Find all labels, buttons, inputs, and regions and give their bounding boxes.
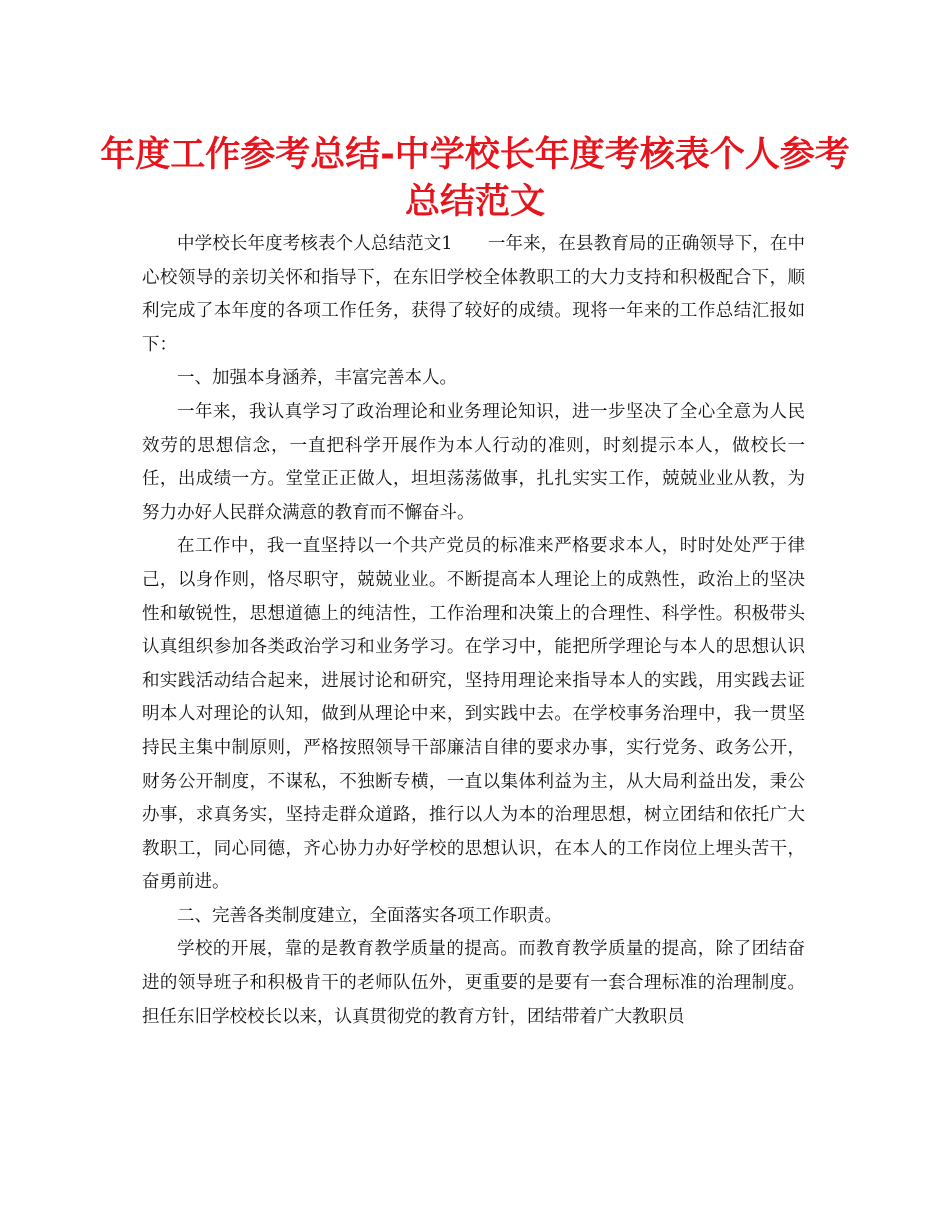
document-title: 年度工作参考总结-中学校长年度考核表个人参考总结范文 — [100, 135, 850, 222]
paragraph: 一年来，我认真学习了政治理论和业务理论知识，进一步坚决了全心全意为人民效劳的思想信念，一直把科学开展作为本人行动的准则，时刻提示本人，做校长一任，出成绩一方。堂堂正正做人，坦坦荡荡做事，扎扎实实工作，兢兢业业从教，为努力办好人民群众满意的教育而不懈奋斗。 — [142, 401, 805, 523]
paragraph: 在工作中，我一直坚持以一个共产党员的标准来严格要求本人，时时处处严于律己，以身作则，恪尽职守，兢兢业业。不断提高本人理论上的成熟性，政治上的坚决性和敏锐性，思想道德上的纯洁性，工作治理和决策上的合理性、科学性。积极带头认真组织参加各类政治学习和业务学习。在学习中，能把所学理论与本人的思想认识和实践活动结合起来，进展讨论和研究，坚持用理论来指导本人的实践，用实践去证明本人对理论的认知，做到从理论中来，到实践中去。在学校事务治理中，我一贯坚持民主集中制原则，严格按照领导干部廉洁自律的要求办事，实行党务、政务公开，财务公开制度，不谋私，不独断专横，一直以集体利益为主，从大局利益出发，秉公办事，求真务实，坚持走群众道路，推行以人为本的治理思想，树立团结和依托广大教职工，同心同德，齐心协力办好学校的思想认识，在本人的工作岗位上埋头苦干，奋勇前进。 — [142, 536, 805, 893]
document-body — [142, 228, 805, 1034]
paragraph: 学校的开展，靠的是教育教学质量的提高。而教育教学质量的提高，除了团结奋进的领导班子和积极肯干的老师队伍外，更重要的是要有一套合理标准的治理制度。担任东旧学校校长以来，认真贯彻党的教育方针，团结带着广大教职员 — [142, 939, 805, 1027]
section-heading-2: 二、完善各类制度建立，全面落实各项工作职责。 — [177, 905, 562, 926]
paragraph-intro: 中学校长年度考核表个人总结范文1 一年来，在县教育局的正确领导下，在中心校领导的亲切关怀和指导下，在东旧学校全体教职工的大力支持和积极配合下，顺利完成了本年度的各项工作任务，获得了较好的成绩。现将一年来的工作总结汇报如下： — [142, 234, 805, 355]
section-heading-1: 一、加强本身涵养，丰富完善本人。 — [177, 368, 457, 389]
